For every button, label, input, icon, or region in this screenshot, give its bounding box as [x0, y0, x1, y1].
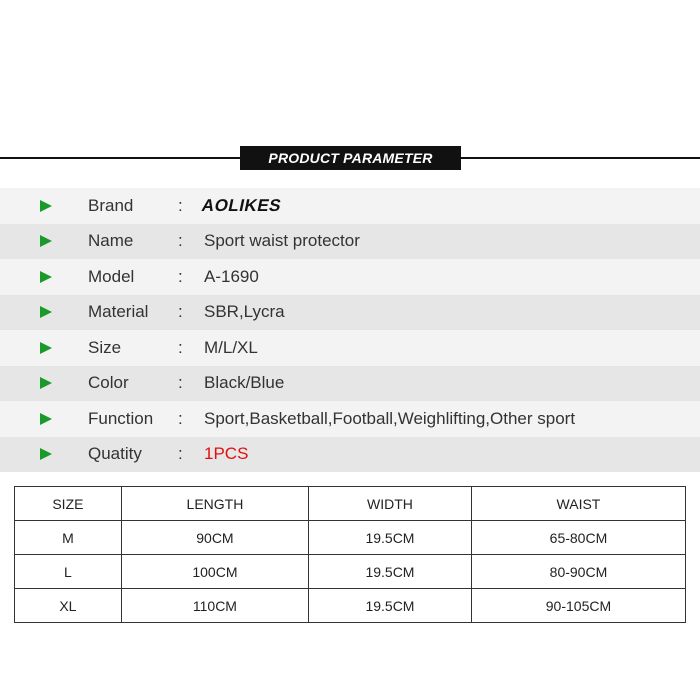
- param-value: SBR,Lycra: [204, 302, 285, 322]
- param-colon: :: [178, 231, 183, 251]
- param-label: Brand: [88, 195, 134, 215]
- param-colon: :: [178, 302, 183, 322]
- table-cell: 90CM: [121, 521, 308, 555]
- table-cell: L: [15, 555, 122, 589]
- table-cell: 19.5CM: [309, 589, 472, 623]
- param-row-color: [0, 366, 700, 402]
- column-header: WIDTH: [309, 487, 472, 521]
- table-cell: 110CM: [121, 589, 308, 623]
- table-row: [15, 555, 686, 589]
- green-arrow-icon: [40, 235, 52, 247]
- param-label: Material: [88, 302, 149, 322]
- green-arrow-icon: [40, 448, 52, 460]
- param-label: Function: [88, 408, 154, 428]
- table-cell: M: [15, 521, 122, 555]
- param-colon: :: [178, 337, 183, 357]
- table-cell: 80-90CM: [471, 555, 685, 589]
- param-row-quantity: [0, 437, 700, 473]
- param-label: Color: [88, 373, 129, 393]
- param-row-function: [0, 401, 700, 437]
- param-colon: :: [178, 195, 183, 215]
- column-header: SIZE: [15, 487, 122, 521]
- table-cell: 19.5CM: [309, 521, 472, 555]
- param-row-model: [0, 259, 700, 295]
- param-row-brand: [0, 188, 700, 224]
- param-colon: :: [178, 373, 183, 393]
- param-value: Sport,Basketball,Football,Weighlifting,Other sport: [204, 408, 576, 428]
- size-table-header-row: [15, 487, 686, 521]
- table-row: [15, 521, 686, 555]
- green-arrow-icon: [40, 271, 52, 283]
- table-cell: XL: [15, 589, 122, 623]
- table-cell: 19.5CM: [309, 555, 472, 589]
- param-row-size: [0, 330, 700, 366]
- column-header: LENGTH: [121, 487, 308, 521]
- param-value: Black/Blue: [204, 373, 285, 393]
- param-value: A-1690: [204, 266, 259, 286]
- param-label: Name: [88, 231, 134, 251]
- green-arrow-icon: [40, 377, 52, 389]
- param-label: Size: [88, 337, 122, 357]
- param-value-highlight: 1PCS: [204, 444, 249, 464]
- param-label: Model: [88, 266, 135, 286]
- green-arrow-icon: [40, 413, 52, 425]
- table-cell: 100CM: [121, 555, 308, 589]
- param-value: Sport waist protector: [204, 231, 360, 251]
- param-colon: :: [178, 444, 183, 464]
- table-cell: 65-80CM: [471, 521, 685, 555]
- brand-logo: AOLIKES: [200, 195, 284, 215]
- green-arrow-icon: [40, 342, 52, 354]
- parameter-list: [0, 188, 700, 472]
- param-row-name: [0, 224, 700, 260]
- table-row: [15, 589, 686, 623]
- green-arrow-icon: [40, 306, 52, 318]
- size-table: [14, 486, 686, 623]
- column-header: WAIST: [471, 487, 685, 521]
- param-value: M/L/XL: [204, 337, 258, 357]
- param-row-material: [0, 295, 700, 331]
- param-colon: :: [178, 408, 183, 428]
- table-cell: 90-105CM: [471, 589, 685, 623]
- param-colon: :: [178, 266, 183, 286]
- section-title: PRODUCT PARAMETER: [240, 146, 461, 170]
- green-arrow-icon: [40, 200, 52, 212]
- param-label: Quatity: [88, 444, 142, 464]
